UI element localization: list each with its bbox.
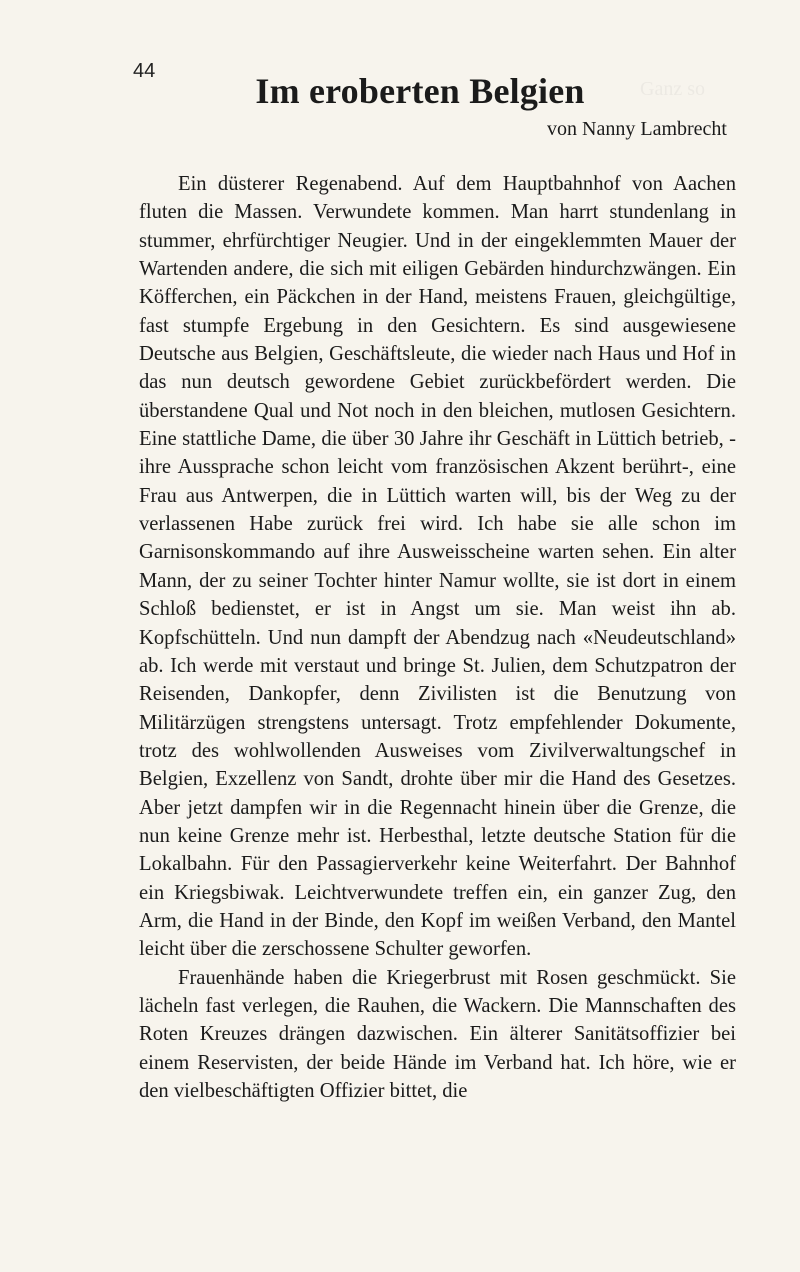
bleed-through-text: Ganz so [640,78,705,100]
paragraph-1: Ein düsterer Regenabend. Auf dem Hauptbahnhof von Aachen fluten die Massen. Verwundete kommen. Man harrt stundenlang in stummer, ehrfürchtiger Neugier. Und in der eingeklemmten Mauer der Wartenden andere, die sich mit eiligen Gebärden hindurchzwängen. Ein Köfferchen, ein Päckchen in der Hand, meistens Frauen, gleichgültige, fast stumpfe Ergebung in den Gesichtern. Es sind ausgewiesene Deutsche aus Belgien, Geschäftsleute, die wieder nach Haus und Hof in das nun deutsch gewordene Gebiet zurückbefördert werden. Die überstandene Qual und Not noch in den bleichen, mutlosen Gesichtern. Eine stattliche Dame, die über 30 Jahre ihr Geschäft in Lüttich betrieb, -ihre Aussprache schon leicht vom französischen Akzent berührt-, eine Frau aus Antwerpen, die in Lüttich warten will, bis der Weg zu der verlassenen Habe zurück frei wird. Ich habe sie alle schon im Garnisonskommando auf ihre Ausweisscheine warten sehen. Ein alter Mann, der zu seiner Tochter hinter Namur wollte, sie ist dort in einem Schloß bedienstet, er ist in Angst um sie. Man weist ihn ab. Kopfschütteln. Und nun dampft der Abendzug nach «Neudeutschland» ab. Ich werde mit verstaut und bringe St. Julien, dem Schutzpatron der Reisenden, Dankopfer, denn Zivilisten ist die Benutzung von Militärzügen strengstens untersagt. Trotz empfehlender Dokumente, trotz des wohlwollenden Ausweises vom Zivilverwaltungschef in Belgien, Exzellenz von Sandt, drohte über mir die Hand des Gesetzes. Aber jetzt dampfen wir in die Regennacht hinein über die Grenze, die nun keine Grenze mehr ist. Herbesthal, letzte deutsche Station für die Lokalbahn. Für den Passagierverkehr keine Weiterfahrt. Der Bahnhof ein Kriegsbiwak. Leichtverwundete treffen ein, ein ganzer Zug, den Arm, die Hand in der Binde, den Kopf im weißen Verband, den Mantel leicht über die zerschossene Schulter geworfen. [139,173,736,961]
page-number: 44 [133,60,156,82]
article-author: von Nanny Lambrecht [547,118,727,140]
article-body [139,170,736,1105]
paragraph-2: Frauenhände haben die Kriegerbrust mit Rosen geschmückt. Sie lächeln fast verlegen, die Rauhen, die Wackern. Die Mannschaften des Roten Kreuzes drängen dazwischen. Ein älterer Sanitätsoffizier bei einem Reservisten, der beide Hände im Verband hat. Ich höre, wie er den vielbeschäftigten Offizier bittet, die [139,966,736,1102]
article-title: Im eroberten Belgien [255,71,585,111]
